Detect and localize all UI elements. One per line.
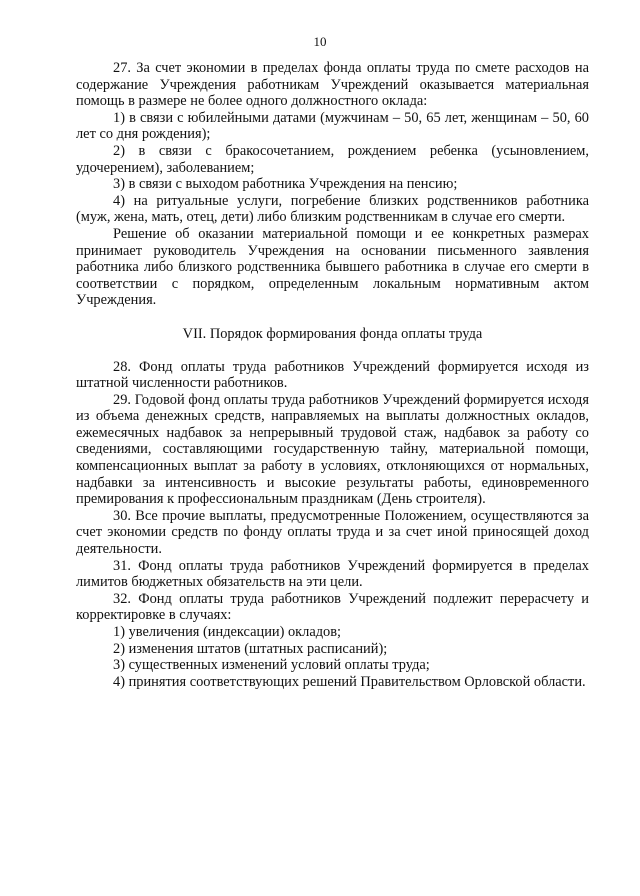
paragraph-30: 30. Все прочие выплаты, предусмотренные Положением, осуществляются за счет экономии средств по фонду оплаты труда и за счет иной приносящей доход деятельности. [76, 507, 589, 558]
paragraph-27: 27. За счет экономии в пределах фонда оплаты труда по смете расходов на содержание Учреждения работникам Учреждений оказывается материальная помощь в размере не более одного должностного оклада: [76, 60, 589, 110]
document-body [76, 60, 589, 690]
paragraph-decision: Решение об оказании материальной помощи и ее конкретных размерах принимает руководитель Учреждения на основании письменного заявления работника либо близкого родственника бывшего работника в случае его смерти в соответствии с порядком, определенным локальным нормативным актом Учреждения. [76, 225, 589, 309]
list-item-government-decisions: 4) принятия соответствующих решений Правительством Орловской области. [113, 673, 586, 690]
list-item-anniversary: 1) в связи с юбилейными датами (мужчинам – 50, 65 лет, женщинам – 50, 60 лет со дня рождения); [76, 109, 589, 143]
paragraph-28: 28. Фонд оплаты труда работников Учреждений формируется исходя из штатной численности работников. [76, 358, 589, 392]
list-item-marriage-birth: 2) в связи с бракосочетанием, рождением ребенка (усыновлением, удочерением), заболеванием; [76, 142, 589, 176]
paragraph-29: 29. Годовой фонд оплаты труда работников Учреждений формируется исходя из объема денежных средств, направляемых на выплаты должностных окладов, ежемесячных надбавок за непрерывный трудовой стаж, надбавок за работу со сведениями, составляющими государственную тайну, материальной помощи, компенсационных выплат за работу в условиях, отклоняющихся от нормальных, надбавки за интенсивность и высокие результаты работы, единовременного премирования к профессиональным праздникам (День строителя). [76, 391, 589, 508]
list-item-retirement: 3) в связи с выходом работника Учреждения на пенсию; [113, 176, 458, 193]
page-number: 10 [313, 34, 327, 49]
list-item-indexation: 1) увеличения (индексации) окладов; [113, 624, 342, 640]
paragraph-31: 31. Фонд оплаты труда работников Учреждений формируется в пределах лимитов бюджетных обязательств на эти цели. [76, 557, 589, 591]
list-item-staff-changes: 2) изменения штатов (штатных расписаний); [113, 640, 388, 657]
section-heading: VII. Порядок формирования фонда оплаты труда [182, 325, 483, 342]
list-item-funeral: 4) на ритуальные услуги, погребение близких родственников работника (муж, жена, мать, отец, дети) либо близким родственникам в случае его смерти. [76, 192, 589, 226]
paragraph-32: 32. Фонд оплаты труда работников Учреждений подлежит перерасчету и корректировке в случаях: [76, 590, 589, 624]
list-item-pay-conditions: 3) существенных изменений условий оплаты труда; [113, 657, 430, 674]
